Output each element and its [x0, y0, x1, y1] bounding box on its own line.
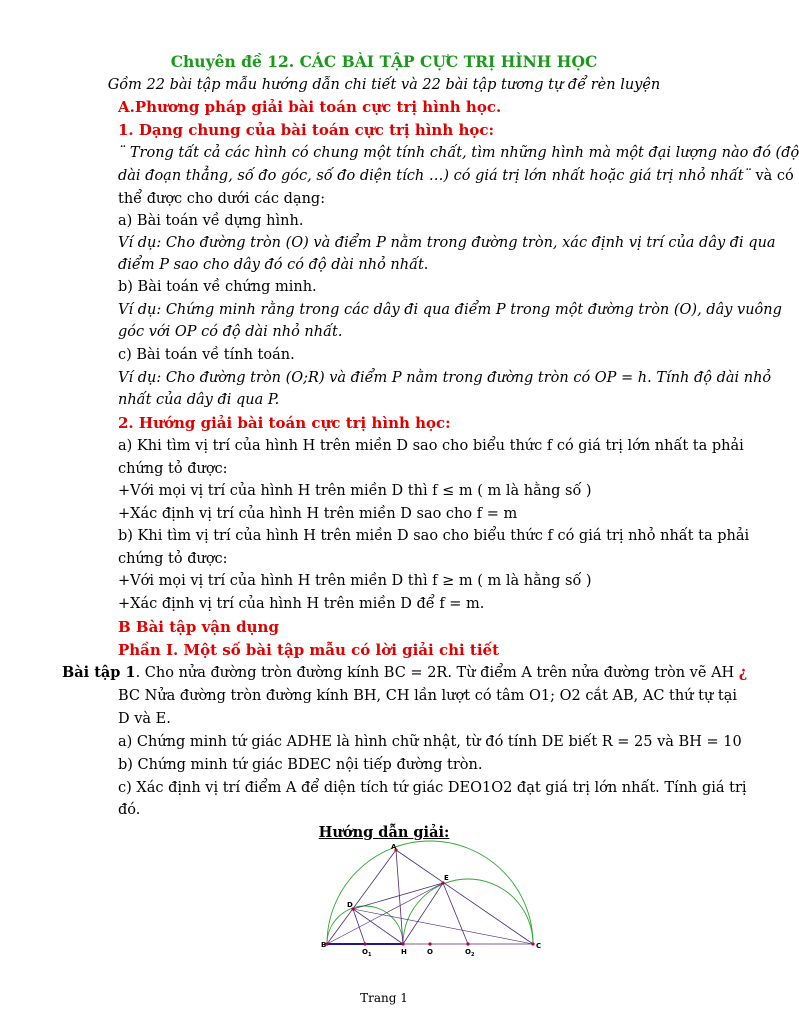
- label-o2: O: [465, 948, 471, 956]
- point-c: [531, 942, 534, 945]
- segment-do1: [353, 909, 365, 944]
- item-b: b) Bài toán về chứng minh.: [118, 279, 317, 295]
- quote-line-2: [118, 166, 794, 186]
- guide-b-4: +Xác định vị trí của hình H trên miền D để f = m.: [118, 596, 485, 612]
- item-c-example-2: nhất của dây đi qua P.: [118, 392, 280, 408]
- segment-eo2: [443, 883, 468, 944]
- exercise-1-part-c-1: c) Xác định vị trí điểm A để diện tích tứ giác DEO1O2 đạt giá trị lớn nhất. Tính giá trị: [118, 780, 747, 796]
- quote-line-3: thể được cho dưới các dạng:: [118, 191, 326, 207]
- section-a-heading: A.Phương pháp giải bài toán cực trị hình học.: [118, 98, 502, 116]
- label-o1: O: [362, 948, 368, 956]
- item-c-example-1: Ví dụ: Cho đường tròn (O;R) và điểm P nằm trong đường tròn có OP = h. Tính độ dài nhỏ: [118, 370, 772, 386]
- item-a-example-1: Ví dụ: Cho đường tròn (O) và điểm P nằm trong đường tròn, xác định vị trí của dây đi qua: [118, 235, 776, 251]
- quote-line-2-tail: và có: [750, 168, 794, 184]
- item-b-example-1: Ví dụ: Chứng minh rằng trong các dây đi qua điểm P trong một đường tròn (O), dây vuông: [118, 302, 782, 318]
- label-b: B: [321, 941, 327, 949]
- item-b-example-2: góc với OP có độ dài nhỏ nhất.: [118, 324, 343, 340]
- guide-a-4: +Xác định vị trí của hình H trên miền D sao cho f = m: [118, 506, 518, 522]
- point-o1: [363, 942, 366, 945]
- document-subtitle: Gồm 22 bài tập mẫu hướng dẫn chi tiết và 22 bài tập tương tự để rèn luyện: [107, 77, 661, 93]
- geometry-figure: [310, 840, 550, 960]
- segment-ab: [327, 850, 396, 944]
- guide-b-3: +Với mọi vị trí của hình H trên miền D thì f ≥ m ( m là hằng số ): [118, 573, 592, 589]
- semicircle-bc: [327, 841, 533, 944]
- label-o1-sub: 1: [368, 952, 372, 958]
- point-h: [401, 942, 404, 945]
- exercise-1-line-3: D và E.: [118, 711, 171, 727]
- solution-guide-heading: Hướng dẫn giải:: [318, 824, 450, 841]
- label-o2-sub: 2: [471, 952, 475, 958]
- guide-a-1: a) Khi tìm vị trí của hình H trên miền D sao cho biểu thức f có giá trị lớn nhất ta phải: [118, 438, 744, 454]
- point-o2: [466, 942, 469, 945]
- exercise-1-line-2: BC Nửa đường tròn đường kính BH, CH lần lượt có tâm O1; O2 cắt AB, AC thứ tự tại: [118, 688, 738, 704]
- section-1-heading: 1. Dạng chung của bài toán cực trị hình học:: [118, 121, 495, 139]
- guide-a-3: +Với mọi vị trí của hình H trên miền D thì f ≤ m ( m là hằng số ): [118, 483, 592, 499]
- segment-ah: [396, 850, 403, 944]
- label-h: H: [401, 948, 407, 956]
- item-a: a) Bài toán về dựng hình.: [118, 213, 304, 229]
- point-o: [428, 942, 431, 945]
- section-b-heading: B Bài tập vận dụng: [118, 618, 279, 636]
- guide-b-2: chứng tỏ được:: [118, 551, 228, 567]
- quote-line-1: ¨ Trong tất cả các hình có chung một tính chất, tìm những hình mà một đại lượng nào đó (độ: [118, 145, 799, 161]
- item-c: c) Bài toán về tính toán.: [118, 347, 295, 363]
- exercise-1-part-c-2: đó.: [118, 802, 141, 818]
- segment-eh: [403, 883, 443, 944]
- exercise-1-symbol: ¿: [738, 664, 748, 681]
- label-e: E: [444, 874, 449, 882]
- segment-be: [327, 883, 443, 944]
- label-a: A: [391, 843, 397, 851]
- item-a-example-2: điểm P sao cho dây đó có độ dài nhỏ nhất.: [118, 257, 429, 273]
- exercise-1-part-b: b) Chứng minh tứ giác BDEC nội tiếp đường tròn.: [118, 757, 483, 773]
- quote-line-2-italic: dài đoạn thẳng, số đo góc, số đo diện tích …) có giá trị lớn nhất hoặc giá trị nhỏ nhất¨: [118, 168, 751, 184]
- exercise-1-line-1: [62, 663, 747, 683]
- guide-a-2: chứng tỏ được:: [118, 461, 228, 477]
- part-1-heading: Phần I. Một số bài tập mẫu có lời giải chi tiết: [118, 641, 499, 659]
- segment-de: [353, 883, 443, 909]
- label-o: O: [427, 948, 433, 956]
- label-d: D: [347, 901, 353, 909]
- exercise-1-label: Bài tập 1: [62, 664, 136, 681]
- segment-cd: [353, 909, 533, 944]
- page-footer: Trang 1: [360, 991, 408, 1005]
- section-2-heading: 2. Hướng giải bài toán cực trị hình học:: [118, 414, 451, 432]
- exercise-1-part-a: a) Chứng minh tứ giác ADHE là hình chữ nhật, từ đó tính DE biết R = 25 và BH = 10: [118, 734, 742, 750]
- document-title: Chuyên đề 12. CÁC BÀI TẬP CỰC TRỊ HÌNH HỌC: [170, 52, 598, 71]
- exercise-1-text-1: . Cho nửa đường tròn đường kính BC = 2R. Từ điểm A trên nửa đường tròn vẽ AH: [135, 665, 735, 681]
- label-c: C: [536, 942, 542, 950]
- guide-b-1: b) Khi tìm vị trí của hình H trên miền D sao cho biểu thức f có giá trị nhỏ nhất ta phải: [118, 528, 750, 544]
